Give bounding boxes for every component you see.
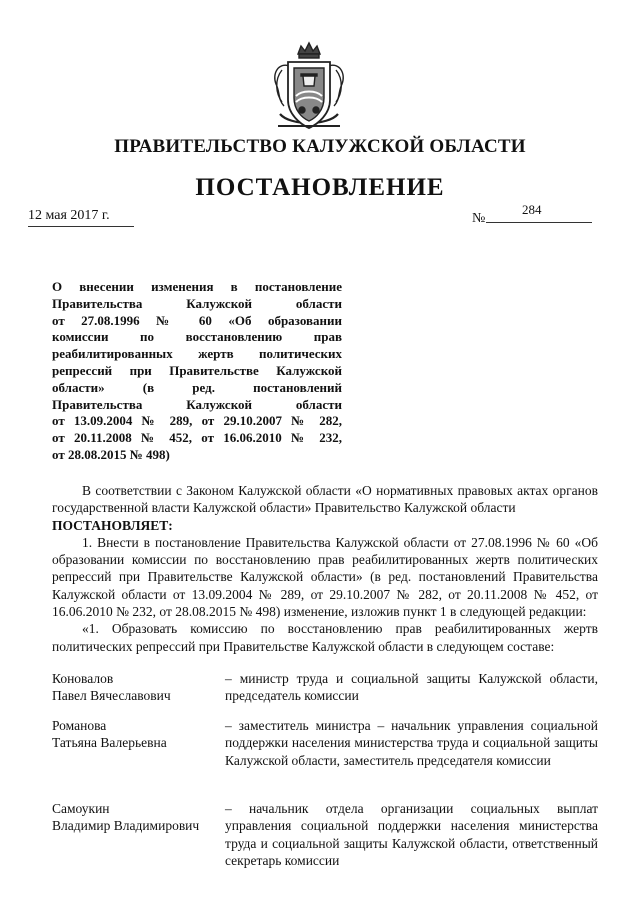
member-given-name: Владимир Владимирович [52,818,200,834]
subject-line: области» (в ред. постановлений [52,379,342,395]
document-type: ПОСТАНОВЛЕНИЕ [195,174,445,201]
date-underline [28,226,134,227]
member-given-name: Татьяна Валерьевна [52,735,167,751]
member-role: – заместитель министра – начальник управления социальной поддержки населения министерства труда и социальной защиты Калужской области, заместитель председателя комиссии [225,718,598,768]
subject-line: О внесении изменения в постановление [52,279,342,294]
document-number: 284 [522,202,542,217]
member-name [52,670,212,705]
document-date: 12 мая 2017 г. [28,208,110,223]
number-label: № [472,211,486,226]
item-1-paragraph: 1. Внести в постановление Правительства Калужской области от 27.08.1996 № 60 «Об образовании комиссии по восстановлению прав реабилитированных жертв политических репрессий при Правительстве Калужской области» (в ред. постановлений Правительства Калужской области от 13.09.2004 № 289, от 29.10.2007 № 282, от 20.11.2008 № 452, от 16.06.2010 № 232, от 28.08.2015 № 498) изменение, изложив пункт 1 в следующей редакции: [52,534,598,620]
coat-of-arms-icon [268,40,350,136]
document-subject [52,279,342,464]
subject-line: Правительства Калужской области [52,396,342,412]
subject-line: комиссии по восстановлению прав [52,329,342,345]
subject-line: от 28.08.2015 № 498) [52,446,170,462]
decree-word: ПОСТАНОВЛЯЕТ: [52,517,173,533]
number-underline [486,222,592,223]
member-role: – начальник отдела организации социальных выплат управления социальной поддержки населения министерства труда и социальной защиты Калужской области, ответственный секретарь комиссии [225,801,598,868]
subject-line: репрессий при Правительстве Калужской [52,362,342,378]
subject-line: реабилитированных жертв политических [52,346,342,362]
subject-line: от 13.09.2004 № 289, от 29.10.2007 № 282, [52,413,342,429]
subject-line: от 27.08.1996 № 60 «Об образовании [52,312,342,328]
preamble-paragraph: В соответствии с Законом Калужской области «О нормативных правовых актах органов государственной власти Калужской области» Правительство Калужской области [52,483,598,516]
subject-line: от 20.11.2008 № 452, от 16.06.2010 № 232, [52,430,342,446]
subject-line: Правительства Калужской области [52,295,342,311]
member-surname: Коновалов [52,671,114,686]
member-name [52,717,212,752]
member-name [52,800,212,835]
member-role: – министр труда и социальной защиты Калужской области, председатель комиссии [225,671,598,704]
quote-paragraph: «1. Образовать комиссию по восстановлению прав реабилитированных жертв политических репрессий при Правительстве Калужской области в следующем составе: [52,621,598,654]
document-body [52,482,598,655]
government-title: ПРАВИТЕЛЬСТВО КАЛУЖСКОЙ ОБЛАСТИ [114,136,526,157]
member-surname: Романова [52,718,107,733]
member-surname: Самоукин [52,801,110,816]
member-given-name: Павел Вячеславович [52,688,171,704]
